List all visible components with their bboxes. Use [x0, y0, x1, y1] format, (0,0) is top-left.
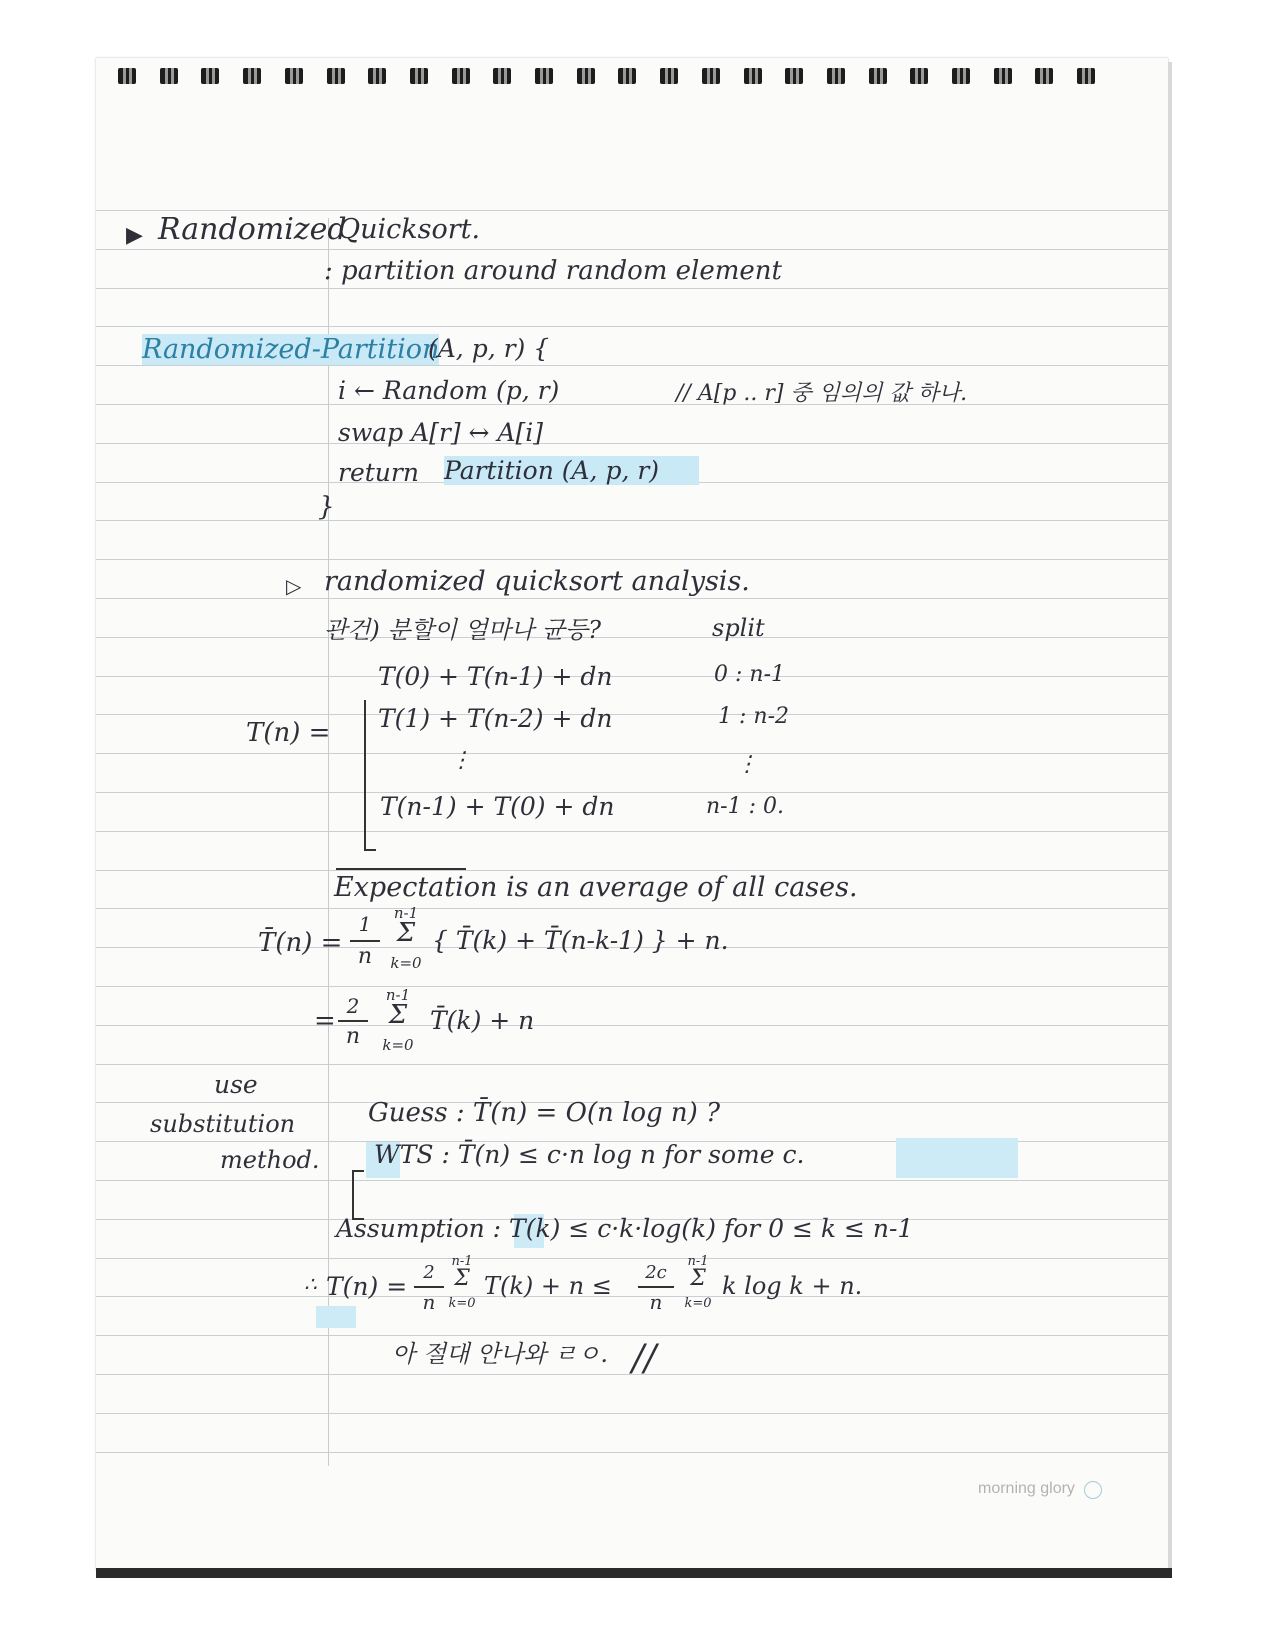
fraction-denominator: n [357, 944, 373, 969]
expectation-body: { T̄(k) + T̄(n-k-1) } + n. [432, 926, 729, 955]
pseudocode-close: } [318, 492, 335, 522]
subtitle: : partition around random element [324, 256, 782, 286]
substitution-label-2: substitution [150, 1110, 296, 1138]
pseudocode-line3-call: Partition (A, p, r) [444, 456, 699, 485]
ruled-line [96, 1335, 1168, 1336]
pseudocode-comment: // A[p .. r] 중 임의의 값 하나. [676, 381, 968, 406]
assumption-lhs: T(n) = [326, 1272, 408, 1301]
fraction-bar [350, 940, 380, 942]
sum-upper: n-1 [393, 904, 419, 922]
fraction-bar [338, 1020, 368, 1022]
wts-highlight [896, 1138, 1018, 1178]
ruled-line [96, 1413, 1168, 1414]
sum-lower: k=0 [390, 954, 422, 972]
fraction-numerator: 2c [645, 1262, 667, 1283]
case-expr: T(0) + T(n-1) + dn [378, 662, 613, 691]
ruled-line [96, 1296, 1168, 1297]
expectation-overline [336, 868, 466, 870]
pseudocode-signature: Randomized-Partition [142, 334, 440, 365]
ruled-line [96, 1258, 1168, 1259]
ruled-line [96, 210, 1168, 211]
assumption-mid: T(k) + n ≤ [484, 1272, 612, 1300]
ruled-line [96, 559, 1168, 560]
case-split: n-1 : 0. [706, 794, 784, 819]
eq2-body: T̄(k) + n [430, 1006, 535, 1035]
case-brace [364, 700, 376, 850]
ruled-line [96, 326, 1168, 327]
brand-watermark: morning glory [978, 1480, 1075, 1497]
recurrence-lhs: T(n) = [246, 718, 331, 748]
sum-upper: n-1 [687, 1254, 709, 1269]
ruled-line [96, 986, 1168, 987]
heading-title-b: Quicksort. [338, 214, 481, 245]
therefore-symbol: ∴ [304, 1272, 317, 1296]
pseudocode-line2: swap A[r] ↔ A[i] [338, 418, 543, 447]
fraction-bar [414, 1286, 444, 1288]
split-header: split [712, 614, 765, 642]
expectation-text: Expectation is an average of all cases. [334, 872, 858, 903]
ruled-line [96, 676, 1168, 677]
case-split: 1 : n-2 [718, 704, 789, 729]
sum-sigma: Σ [690, 1266, 706, 1291]
analysis-bullet: ▷ [286, 576, 302, 598]
ruled-line [96, 365, 1168, 366]
sum-upper: n-1 [385, 986, 411, 1004]
sum-sigma: Σ [396, 918, 416, 948]
ruled-line [96, 520, 1168, 521]
ruled-line [96, 753, 1168, 754]
brand-logo-icon [1084, 1481, 1102, 1499]
ruled-line [96, 792, 1168, 793]
ruled-line [96, 404, 1168, 405]
wts-line: WTS : T̄(n) ≤ c·n log n for some c. [374, 1140, 805, 1169]
heading-bullet: ▶ [126, 222, 143, 247]
sum-sigma: Σ [388, 1000, 408, 1030]
ruled-line [96, 598, 1168, 599]
ruled-line [96, 870, 1168, 871]
therefore-highlight [316, 1306, 356, 1328]
ruled-line [96, 1025, 1168, 1026]
ruled-line [96, 908, 1168, 909]
ruled-line [96, 637, 1168, 638]
ruled-line [96, 443, 1168, 444]
pseudocode-line1: i ← Random (p, r) [338, 376, 560, 405]
ruled-line [96, 249, 1168, 250]
fraction-numerator: 2 [423, 1262, 435, 1283]
case-brace-foot [364, 849, 376, 851]
fraction-bar [638, 1286, 674, 1288]
expectation-lhs: T̄(n) = [258, 928, 343, 958]
sum-lower: k=0 [684, 1296, 712, 1311]
sum-upper: n-1 [451, 1254, 473, 1269]
fraction-denominator: n [422, 1290, 436, 1314]
pseudocode-signature-args: (A, p, r) { [428, 334, 550, 363]
ruled-line [96, 1452, 1168, 1453]
ruled-line [96, 1180, 1168, 1181]
eq2-equals: = [314, 1006, 336, 1036]
substitution-label-3: method. [220, 1146, 320, 1174]
assumption-rhs: k log k + n. [722, 1272, 863, 1300]
fraction-numerator: 2 [346, 994, 360, 1018]
case-expr: T(n-1) + T(0) + dn [380, 792, 615, 821]
closing-note: 아 절대 안나와 ㄹㅇ. [392, 1340, 608, 1368]
fraction-denominator: n [345, 1024, 361, 1049]
page-edge [1168, 62, 1172, 1574]
substitution-label-1: use [214, 1070, 258, 1099]
ruled-line [96, 714, 1168, 715]
sum-lower: k=0 [448, 1296, 476, 1311]
assumption-text: Assumption : T(k) ≤ c·k·log(k) for 0 ≤ k ≤ n-1 [336, 1214, 914, 1243]
guess-line: Guess : T̄(n) = O(n log n) ? [368, 1098, 721, 1128]
pseudocode-line3-keyword: return [338, 458, 419, 487]
ruled-line [96, 831, 1168, 832]
case-ellipsis: ⋮ [450, 748, 472, 773]
sum-sigma: Σ [454, 1266, 470, 1291]
case-expr: T(1) + T(n-2) + dn [378, 704, 613, 733]
analysis-question: 관건) 분할이 얼마나 균등? [324, 616, 601, 644]
ruled-line [96, 288, 1168, 289]
analysis-title: randomized quicksort analysis. [324, 566, 750, 597]
fraction-denominator: n [649, 1290, 663, 1314]
closing-mark: // [632, 1338, 657, 1379]
heading-title-a: Randomized [158, 212, 347, 247]
guess-bracket [352, 1170, 364, 1220]
split-ellipsis: ⋮ [736, 752, 758, 777]
ruled-line [96, 1064, 1168, 1065]
sum-lower: k=0 [382, 1036, 414, 1054]
case-split: 0 : n-1 [714, 662, 785, 687]
fraction-numerator: 1 [358, 912, 372, 936]
